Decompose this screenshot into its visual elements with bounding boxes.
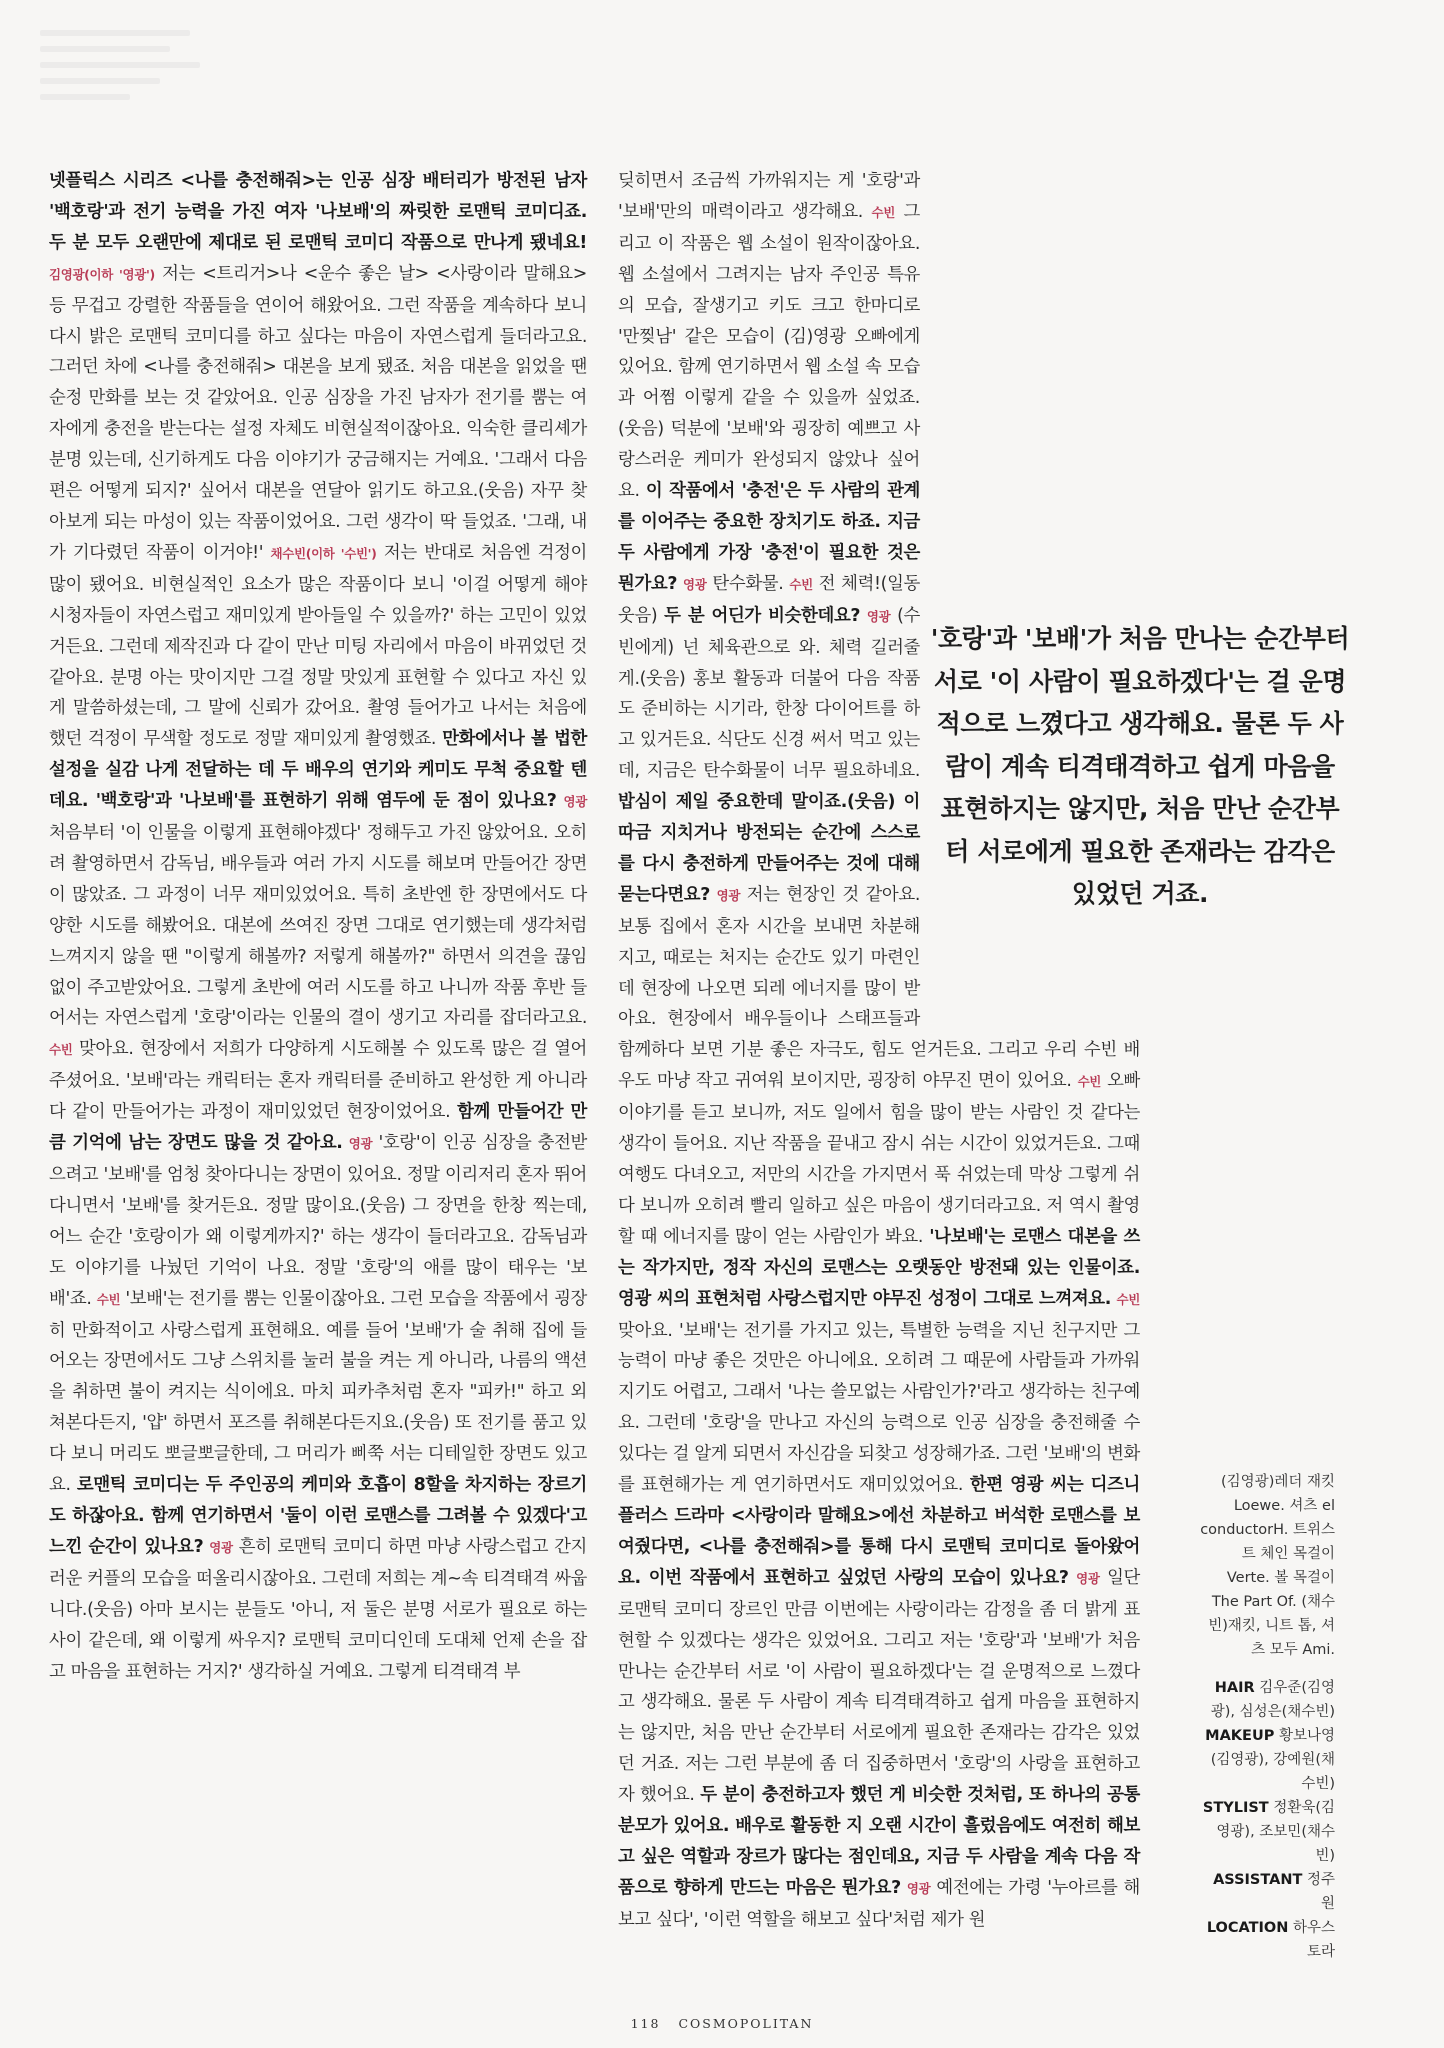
speaker-label: 김영광(이하 '영광') xyxy=(49,266,155,282)
answer: 처음부터 '이 인물을 이렇게 표현해야겠다' 정해두고 가진 않았어요. 오히려 촬영하면서 감독님, 배우들과 여러 가지 시도를 해보며 만들어간 장면이 많았죠. 그 과정이 너무 재미있었어요. 특히 초반엔 한 장면에서도 다양한 시도를 해봤어요. 대본에 쓰여진 장면 그대로 연기했는데 생각처럼 느껴지지 않을 땐 "이렇게 해볼까? 저렇게 해볼까?" 하면서 의견을 끊임없이 주고받았어요. 그렇게 초반에 여러 시도를 하고 나니까 작품 후반 들어서는 자연스럽게 '호랑'이라는 인물의 결이 생기고 자리를 잡더라고요. xyxy=(49,823,587,1029)
answer: (수빈에게) 넌 체육관으로 와. 체력 길러줄게.(웃음) 홍보 활동과 더불어 다음 작품도 준비하는 시기라, 한창 다이어트를 하고 있거든요. 식단도 신경 써서 먹고 있는데, 지금은 탄수화물이 너무 필요하네요. xyxy=(618,605,920,782)
question: 두 분이 충전하고자 했던 게 비슷한 것처럼, 또 하나의 공통분모가 있어요. 배우로 활동한 지 오랜 시간이 흘렀음에도 여전히 해보고 싶은 역할과 장르가 많다는 점인데요, 지금 두 사람을 계속 다음 작품으로 향하게 만드는 마음은 뭔가요? xyxy=(618,1785,1141,1898)
credit-names: 황보나영(김영광), 강예원(채수빈) xyxy=(1210,1728,1335,1792)
speaker-label: 영광 xyxy=(563,794,587,810)
wardrobe-credit-chae: (채수빈)재킷, 니트 톱, 셔츠 모두 Ami. xyxy=(1208,1594,1335,1658)
speaker-label: 영광 xyxy=(906,1880,931,1896)
answer: 흔히 로맨틱 코미디 하면 마냥 사랑스럽고 간지러운 커플의 모습을 떠올리시잖아요. 그런데 저희는 계~속 티격태격 싸웁니다.(웃음) 아마 보시는 분들도 '아니, 저 둘은 분명 서로가 필요로 하는 사이 같은데, 왜 이렇게 싸우지? 로맨틱 코미디인데 도대체 언제 손을 잡고 마음을 표현하는 거지?' 생각하실 거예요. 그렇게 티격태격 부 xyxy=(49,1536,587,1682)
answer: 그리고 이 작품은 웹 소설이 원작이잖아요. 웹 소설에서 그려지는 남자 주인공 특유의 모습, 잘생기고 키도 크고 한마디로 '만찢남' 같은 모습이 (김)영광 오빠에게 있어요. 함께 연기하면서 웹 소설 속 모습과 어쩜 이렇게 같을 수 있을까 싶었죠.(웃음) 덕분에 '보배'와 굉장히 예쁘고 사랑스러운 케미가 완성되지 않았나 싶어요. xyxy=(618,201,920,502)
speaker-label: 채수빈(이하 '수빈') xyxy=(270,545,377,561)
pull-quote: '호랑'과 '보배'가 처음 만나는 순간부터 서로 '이 사람이 필요하겠다'는 걸 운명적으로 느꼈다고 생각해요. 물론 두 사람이 계속 티격태격하고 쉽게 마음을 표현하지는 않지만, 처음 만난 순간부터 서로에게 필요한 존재라는 감각은 있었던 거죠. xyxy=(930,624,1350,908)
speaker-label: 영광 xyxy=(348,1136,373,1152)
credit-makeup xyxy=(1200,1724,1335,1796)
right-column xyxy=(618,166,1140,1936)
answer: 맞아요. 현장에서 저희가 다양하게 시도해볼 수 있도록 많은 걸 열어주셨어요. '보배'라는 캐릭터는 혼자 캐릭터를 준비하고 완성한 게 아니라 다 같이 만들어가는 과정이 재미있었던 현장이었어요. xyxy=(49,1039,587,1123)
wardrobe-credit-kim: (김영광)레더 재킷 Loewe. 셔츠 el conductorH. 트위스트 체인 목걸이 Verte. 볼 목걸이 The Part Of. xyxy=(1200,1474,1335,1610)
credits xyxy=(1200,1470,1335,1964)
credit-location xyxy=(1200,1916,1335,1964)
answer: 탄수화물. xyxy=(712,573,784,594)
speaker-label: 수빈 xyxy=(871,204,895,220)
credit-names: 김우준(김영광), 심성은(채수빈) xyxy=(1210,1680,1335,1720)
page-number: 118 xyxy=(630,2016,661,2031)
question: 밥심이 제일 중요한데 말이죠.(웃음) 이따금 지치거나 방전되는 순간에 스스로를 다시 충전하게 만들어주는 것에 대해 묻는다면요? xyxy=(618,792,920,905)
wardrobe-credit xyxy=(1200,1470,1335,1662)
answer: 예전에는 가령 '누아르를 해보고 싶다', '이런 역할을 해보고 싶다'처럼 제가 원 xyxy=(618,1877,1140,1930)
credit-stylist xyxy=(1200,1796,1335,1868)
speaker-label: 영광 xyxy=(866,608,891,624)
question: '나보배'는 로맨스 대본을 쓰는 작가지만, 정작 자신의 로맨스는 오랫동안 방전돼 있는 인물이죠. 영광 씨의 표현처럼 사랑스럽지만 야무진 성정이 그대로 느껴져요. xyxy=(618,1226,1141,1309)
speaker-label: 영광 xyxy=(1076,1570,1100,1586)
answer: '보배'는 전기를 뿜는 인물이잖아요. 그런 모습을 작품에서 굉장히 만화적이고 사랑스럽게 표현해요. 예를 들어 '보배'가 술 취해 집에 들어오는 장면에서도 그냥 스위치를 눌러 불을 켜는 게 아니라, 나름의 액션을 취하면 불이 켜지는 식이에요. 마치 피카추처럼 혼자 "피카!" 하고 외쳐본다든지, '얍' 하면서 포즈를 취해본다든지요.(웃음) 또 전기를 품고 있다 보니 머리도 뽀글뽀글한데, 그 머리가 삐쭉 서는 디테일한 장면도 있고요. xyxy=(49,1288,587,1496)
answer: 전 체력!(일동 웃음) xyxy=(618,573,920,626)
answer: 딪히면서 조금씩 가까워지는 게 '호랑'과 '보배'만의 매력이라고 생각해요. xyxy=(618,171,920,222)
left-column xyxy=(49,166,587,1687)
speaker-label: 수빈 xyxy=(789,576,813,592)
answer: 오빠 이야기를 듣고 보니까, 저도 일에서 힘을 많이 받는 사람인 것 같다는 생각이 들어요. 지난 작품을 끝내고 잠시 쉬는 시간이 있었거든요. 그때 여행도 다녀오고, 저만의 시간을 가지면서 푹 쉬었는데 막상 그렇게 쉬다 보니까 오히려 빨리 일하고 싶은 마음이 생기더라고요. 저 역시 촬영할 때 에너지를 많이 얻는 사람인가 봐요. xyxy=(618,1071,1140,1247)
speaker-label: 수빈 xyxy=(49,1042,73,1058)
speaker-label: 수빈 xyxy=(96,1291,121,1307)
question: 만화에서나 볼 법한 설정을 실감 나게 전달하는 데 두 배우의 연기와 케미도 무척 중요할 텐데요. '백호랑'과 '나보배'를 표현하기 위해 염두에 둔 점이 있나요? xyxy=(49,729,587,812)
answer: '호랑'이 인공 심장을 충전받으려고 '보배'를 엄청 찾아다니는 장면이 있어요. 정말 이리저리 혼자 뛰어다니면서 '보배'를 찾거든요. 정말 많이요.(웃음) 그 장면을 한창 찍는데, 어느 순간 '호랑이가 왜 이렇게까지?' 하는 생각이 들더라고요. 감독님과도 이야기를 나눴던 기억이 나요. 정말 '호랑'의 애를 많이 태우는 '보배'죠. xyxy=(49,1133,587,1309)
credit-names: 정주원 xyxy=(1306,1872,1335,1912)
credit-assistant xyxy=(1200,1868,1335,1916)
credit-role: HAIR xyxy=(1214,1680,1255,1696)
speaker-label: 영광 xyxy=(209,1539,233,1555)
page-footer xyxy=(0,2016,1444,2031)
credit-role: MAKEUP xyxy=(1205,1728,1275,1744)
credit-hair xyxy=(1200,1676,1335,1724)
answer: 저는 현장인 것 같아요. 보통 집에서 혼자 시간을 보내면 차분해지고, 때로는 처지는 순간도 있기 마련인데 현장에 나오면 되레 에너지를 많이 받아요. 현장에서 배우들이나 스태프들과 함께하다 보면 기분 좋은 자극도, 힘도 얻거든요. 그리고 우리 수빈 배우도 마냥 작고 귀여워 보이지만, 굉장히 야무진 면이 있어요. xyxy=(618,884,1140,1092)
question: 한편 영광 씨는 디즈니 플러스 드라마 <사랑이라 말해요>에선 차분하고 버석한 로맨스를 보여줬다면, <나를 충전해줘>를 통해 다시 로맨틱 코미디로 돌아왔어요. 이번 작품에서 표현하고 싶었던 사랑의 모습이 있나요? xyxy=(618,1475,1140,1588)
question: 넷플릭스 시리즈 <나를 충전해줘>는 인공 심장 배터리가 방전된 남자 '백호랑'과 전기 능력을 가진 여자 '나보배'의 짜릿한 로맨틱 코미디죠. 두 분 모두 오랜만에 제대로 된 로맨틱 코미디 작품으로 만나게 됐네요! xyxy=(49,171,587,253)
question: 이 작품에서 '충전'은 두 사람의 관계를 이어주는 중요한 장치기도 하죠. 지금 두 사람에게 가장 '충전'이 필요한 것은 뭔가요? xyxy=(618,481,920,594)
question: 로맨틱 코미디는 두 주인공의 케미와 호흡이 8할을 차지하는 장르기도 하잖아요. 함께 연기하면서 '둘이 이런 로맨스를 그려볼 수 있겠다'고 느낀 순간이 있나요? xyxy=(49,1475,587,1557)
answer: 저는 반대로 처음엔 걱정이 많이 됐어요. 비현실적인 요소가 많은 작품이다 보니 '이걸 어떻게 해야 시청자들이 자연스럽고 재미있게 받아들일 수 있을까?' 하는 고민이 있었거든요. 그런데 제작진과 다 같이 만난 미팅 자리에서 마음이 바뀌었던 것 같아요. 분명 아는 맛이지만 그걸 정말 맛있게 표현할 수 있다고 자신 있게 말씀하셨는데, 그 말에 신뢰가 갔어요. 촬영 들어가고 나서는 처음에 했던 걱정이 무색할 정도로 정말 재미있게 촬영했죠. xyxy=(49,542,587,750)
speaker-label: 영광 xyxy=(683,576,707,592)
answer: 저는 <트리거>나 <운수 좋은 날> <사랑이라 말해요> 등 무겁고 강렬한 작품들을 연이어 해왔어요. 그런 작품을 계속하다 보니 다시 밝은 로맨틱 코미디를 하고 싶다는 마음이 자연스럽게 들더라고요. 그러던 차에 <나를 충전해줘> 대본을 보게 됐죠. 처음 대본을 읽었을 땐 순정 만화를 보는 것 같았어요. 인공 심장을 가진 남자가 전기를 뿜는 여자에게 충전을 받는다는 설정 자체도 비현실적이잖아요. 익숙한 클리셰가 분명 있는데, 신기하게도 다음 이야기가 궁금해지는 거예요. '그래서 다음 편은 어떻게 되지?' 싶어서 대본을 연달아 읽기도 하고요.(웃음) 자꾸 찾아보게 되는 마성이 있는 작품이었어요. 그런 생각이 딱 들었죠. '그래, 내가 기다렸던 작품이 이거야!' xyxy=(49,263,587,563)
magazine-name: COSMOPOLITAN xyxy=(678,2016,814,2031)
interview-text xyxy=(49,166,587,1687)
speaker-label: 수빈 xyxy=(1116,1291,1140,1307)
speaker-label: 영광 xyxy=(716,887,741,903)
credit-role: ASSISTANT xyxy=(1213,1872,1303,1888)
question: 함께 만들어간 만큼 기억에 남는 장면도 많을 것 같아요. xyxy=(49,1102,587,1154)
answer: 맞아요. '보배'는 전기를 가지고 있는, 특별한 능력을 지닌 친구지만 그 능력이 마냥 좋은 것만은 아니에요. 오히려 그 때문에 사람들과 가까워지기도 어렵고, 그래서 '나는 쓸모없는 사람인가?'라고 생각하는 친구예요. 그런데 '호랑'을 만나고 자신의 능력으로 인공 심장을 충전해줄 수 있다는 걸 알게 되면서 자신감을 되찾고 성장해가죠. 그런 '보배'의 변화를 표현해가는 게 연기하면서도 재미있었어요. xyxy=(618,1320,1140,1496)
credit-role: STYLIST xyxy=(1202,1800,1269,1816)
interview-text xyxy=(618,166,1140,1936)
question: 두 분 어딘가 비슷한데요? xyxy=(664,605,861,626)
credit-names: 하우스 토라 xyxy=(1292,1920,1335,1960)
speaker-label: 수빈 xyxy=(1077,1074,1102,1090)
credit-role: LOCATION xyxy=(1206,1920,1289,1936)
answer: 일단 로맨틱 코미디 장르인 만큼 이번에는 사랑이라는 감정을 좀 더 밝게 표현할 수 있겠다는 생각은 있었어요. 그리고 저는 '호랑'과 '보배'가 처음 만나는 순간부터 서로 '이 사람이 필요하겠다'는 걸 운명적으로 느꼈다고 생각해요. 물론 두 사람이 계속 티격태격하고 쉽게 마음을 표현하지는 않지만, 처음 만난 순간부터 서로에게 필요한 존재라는 감각은 있었던 거죠. 저는 그런 부분에 좀 더 집중하면서 '호랑'의 사랑을 표현하고자 했어요. xyxy=(618,1567,1140,1806)
credit-names: 정환욱(김영광), 조보민(채수빈) xyxy=(1216,1800,1335,1864)
faint-header-text xyxy=(40,30,220,110)
